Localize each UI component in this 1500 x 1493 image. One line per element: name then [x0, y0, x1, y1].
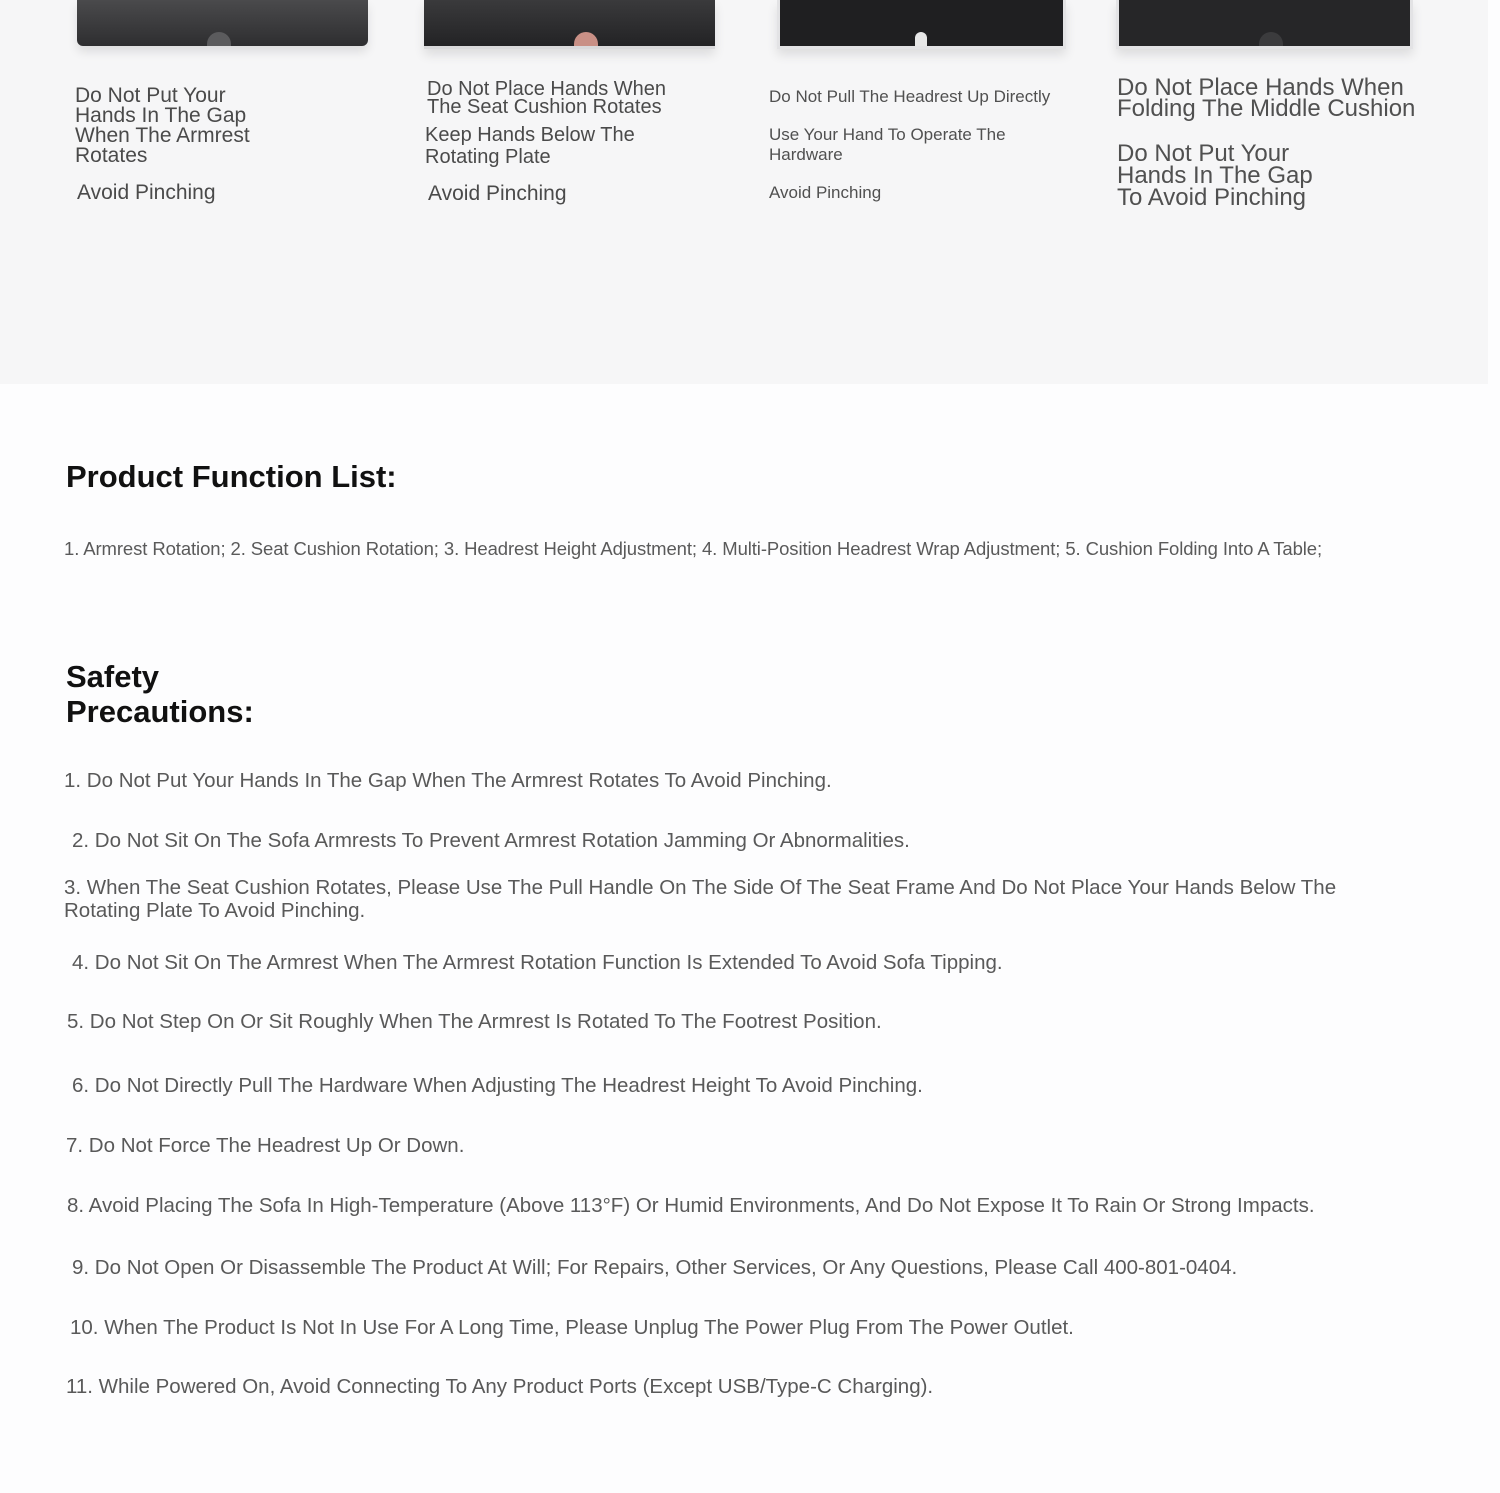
middle-cushion-photo — [1116, 0, 1413, 49]
caption-line: Folding The Middle Cushion — [1117, 95, 1416, 122]
seat-cushion-photo — [424, 0, 715, 49]
safety-rule: 8. Avoid Placing The Sofa In High-Temperature (Above 113°F) Or Humid Environments, And Do Not Expose It To Rain Or Strong Impacts. — [67, 1194, 1315, 1217]
gallery-caption-1 — [75, 86, 290, 166]
gallery-caption-2 — [427, 80, 666, 116]
caption-line: Do Not Place Hands When — [427, 78, 667, 100]
safety-rule: 11. While Powered On, Avoid Connecting To Any Product Ports (Except USB/Type-C Charging). — [66, 1375, 934, 1398]
photo-detail — [207, 32, 231, 46]
caption-line: When The Armrest — [75, 124, 250, 147]
detail-line: Hands In The Gap — [1117, 162, 1313, 189]
safety-rule: 5. Do Not Step On Or Sit Roughly When The Armrest Is Rotated To The Footrest Position. — [67, 1010, 882, 1033]
gallery-detail-4 — [1117, 140, 1313, 211]
safety-rule: 4. Do Not Sit On The Armrest When The Armrest Rotation Function Is Extended To Avoid Sofa Tipping. — [72, 951, 1003, 974]
detail-line: Keep Hands Below The — [425, 124, 635, 146]
gallery-note-1: Avoid Pinching — [77, 181, 216, 204]
safety-rule: 6. Do Not Directly Pull The Hardware When Adjusting The Headrest Height To Avoid Pinching. — [72, 1074, 923, 1097]
safety-rule: 3. When The Seat Cushion Rotates, Please Use The Pull Handle On The Side Of The Seat Frame And Do Not Place Your Hands Below The Rotating Plate To Avoid Pinching. — [64, 876, 1337, 922]
gallery-caption-4 — [1117, 74, 1416, 122]
gallery-detail-3 — [769, 125, 1006, 165]
caption-line: Do Not Put Your — [75, 84, 226, 107]
gallery-caption-3: Do Not Pull The Headrest Up Directly — [769, 87, 1051, 106]
gallery-note-3: Avoid Pinching — [769, 183, 882, 202]
gallery-detail-2 — [425, 124, 635, 168]
safety-rule: 7. Do Not Force The Headrest Up Or Down. — [66, 1134, 465, 1157]
safety-heading-line: Precautions: — [66, 694, 254, 729]
photo-detail — [1259, 32, 1283, 46]
detail-line: Use Your Hand To Operate The — [769, 125, 1006, 144]
detail-line: Do Not Put Your — [1117, 140, 1290, 167]
photo-detail — [574, 32, 598, 46]
photo-detail — [915, 32, 927, 46]
function-list-heading: Product Function List: — [66, 459, 397, 494]
safety-rule: 1. Do Not Put Your Hands In The Gap When The Armrest Rotates To Avoid Pinching. — [64, 769, 832, 792]
usage-gallery — [0, 0, 1488, 384]
detail-line: Hardware — [769, 145, 843, 164]
safety-heading — [66, 659, 286, 729]
safety-heading-line: Safety — [66, 659, 160, 694]
safety-rule: 2. Do Not Sit On The Sofa Armrests To Prevent Armrest Rotation Jamming Or Abnormalities. — [72, 829, 910, 852]
armrest-rotation-photo — [77, 0, 368, 46]
safety-rule: 9. Do Not Open Or Disassemble The Product At Will; For Repairs, Other Services, Or Any Questions, Please Call 400-801-0404. — [72, 1256, 1238, 1279]
detail-line: Rotating Plate — [425, 146, 551, 168]
caption-line: Do Not Place Hands When — [1117, 74, 1404, 101]
gallery-note-2: Avoid Pinching — [428, 182, 567, 205]
headrest-photo — [777, 0, 1066, 49]
safety-rule: 10. When The Product Is Not In Use For A Long Time, Please Unplug The Power Plug From The Power Outlet. — [70, 1316, 1074, 1339]
function-list-text: 1. Armrest Rotation; 2. Seat Cushion Rotation; 3. Headrest Height Adjustment; 4. Multi-Position Headrest Wrap Adjustment; 5. Cushion Folding Into A Table; — [64, 538, 1323, 559]
caption-line: Rotates — [75, 144, 148, 167]
detail-line: To Avoid Pinching — [1117, 184, 1307, 211]
caption-line: Hands In The Gap — [75, 104, 247, 127]
caption-line: The Seat Cushion Rotates — [427, 96, 662, 118]
